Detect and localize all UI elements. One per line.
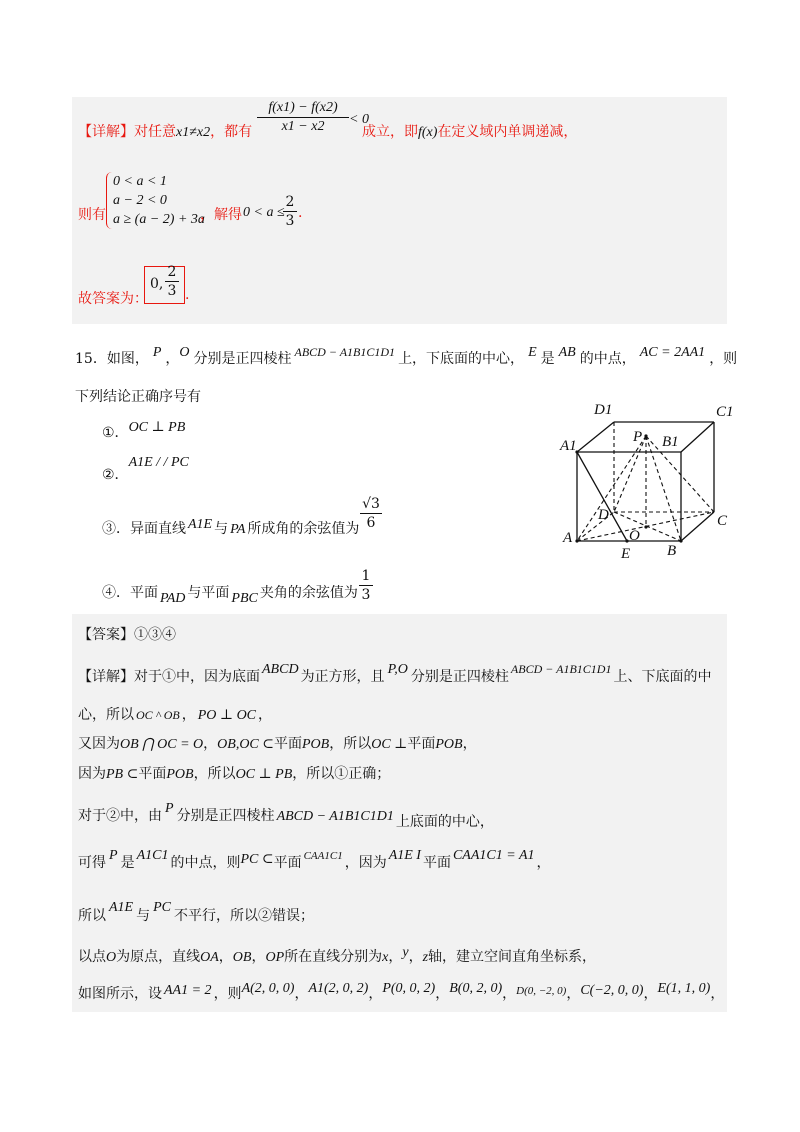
label-P: P [633, 429, 643, 445]
segment-PC [646, 436, 714, 512]
point-P [644, 434, 647, 437]
label-A: A [563, 530, 573, 546]
prism-figure [555, 398, 745, 568]
top-line-1b: 成立，即f(x)在定义域内单调递减， [362, 124, 578, 140]
result-dot: . [298, 205, 303, 221]
cond-expr: x1≠x2 [176, 125, 211, 140]
top-line-1: 【详解】对任意x1≠x2，都有 [78, 124, 253, 140]
label-B: B [667, 543, 677, 559]
option-4-fraction: $\frac{1}{3}$ [359, 568, 373, 603]
zeyou-label: 则有 [78, 207, 106, 223]
label-C: C [717, 513, 728, 529]
segment-PD [614, 436, 646, 512]
detail-line-9: 如图所示，设 AA1 = 2 ，则A(2, 0, 0)，A1(2, 0, 2)，P(0, 0, 2)，B(0, 2, 0)，$^{D(0, -2, 0)}$，C(−2, 0, 0)，E(1, 1, 0)， [78, 981, 725, 1002]
question-line-1: 15．如图， P ，O 分别是正四棱柱 ABCD − A1B1C1D1 上，下底面的中心， E 是 AB 的中点， AC = 2AA1 ，则 [75, 345, 738, 367]
edge-C1B1 [681, 422, 714, 452]
point-B [679, 539, 682, 542]
answer-dot-top: . [185, 287, 190, 303]
jiede-label: ，解得 [200, 207, 242, 223]
detail-line-8: 以点O为原点，直线OA，OB，OP所在直线分别为x，y，z轴，建立空间直角坐标系， [78, 945, 597, 965]
inequality-system: 0 < a < 1 a − 2 < 0 a ≥ (a − 2) + 3a [106, 172, 205, 229]
result-fraction: $\frac{2}{3}$ [283, 194, 297, 229]
option-2: ②．A1E / / PC [102, 455, 189, 483]
detail-line-5: 对于②中，由 P 分别是正四棱柱 ABCD − A1B1C1D1 上底面的中心， [78, 801, 494, 830]
detail-tag: 【详解】 [78, 124, 134, 140]
top-ineq: < 0 [349, 112, 369, 127]
option-4: ④．平面 PAD 与平面 PBC 夹角的余弦值为 [102, 585, 358, 606]
label-C1: C1 [716, 404, 734, 420]
answer-fraction: $\frac{2}{3}$ [165, 264, 179, 299]
point-O [644, 525, 647, 528]
segment-A1E [577, 452, 627, 541]
label-E: E [621, 546, 631, 562]
edge-CB [681, 512, 714, 541]
answer-zero: 0, [150, 276, 164, 292]
question-line-2: 下列结论正确序号有 [75, 389, 201, 405]
option-3: ③．异面直线 A1E 与 PA 所成角的余弦值为 [102, 517, 360, 537]
label-D1: D1 [594, 402, 613, 418]
detail-line-6: 可得 P 是 A1C1 的中点，则PC ⊂平面 $^{CAA1C1}$ ，因为 A1E I 平面 CAA1C1 = A1 ， [78, 848, 551, 871]
option-1: ①．OC ⊥ PB [102, 420, 186, 441]
answer-label: 【答案】①③④ [78, 627, 176, 643]
detail-line-7: 所以A1E与PC不平行，所以②错误； [78, 900, 314, 924]
option-3-fraction: $\frac{√3}{6}$ [360, 496, 382, 531]
label-D: D [598, 507, 609, 523]
detail-line-2: 心，所以 OC ^ OB ， PO ⊥ OC ， [78, 707, 273, 723]
answer-label-top: 故答案为： [78, 291, 148, 307]
detail-line-4: 因为PB ⊂平面POB，所以OC ⊥ PB，所以①正确； [78, 766, 391, 782]
result-lhs: 0 < a ≤ [243, 205, 285, 220]
point-A [575, 539, 578, 542]
label-O: O [629, 528, 640, 544]
edge-A1D1 [577, 422, 614, 452]
label-A1: A1 [560, 438, 577, 454]
top-fraction: $\frac{f(x1) - f(x2)}{x1 - x2}$ [257, 100, 349, 135]
detail-line-3: 又因为OB ⋂ OC = O，OB,OC ⊂平面POB，所以OC ⊥平面POB， [78, 736, 477, 752]
detail-line-1: 【详解】对于①中，因为底面 ABCD 为正方形，且 P,O 分别是正四棱柱 ABCD − A1B1C1D1 上、下底面的中 [78, 662, 712, 685]
label-B1: B1 [662, 434, 679, 450]
